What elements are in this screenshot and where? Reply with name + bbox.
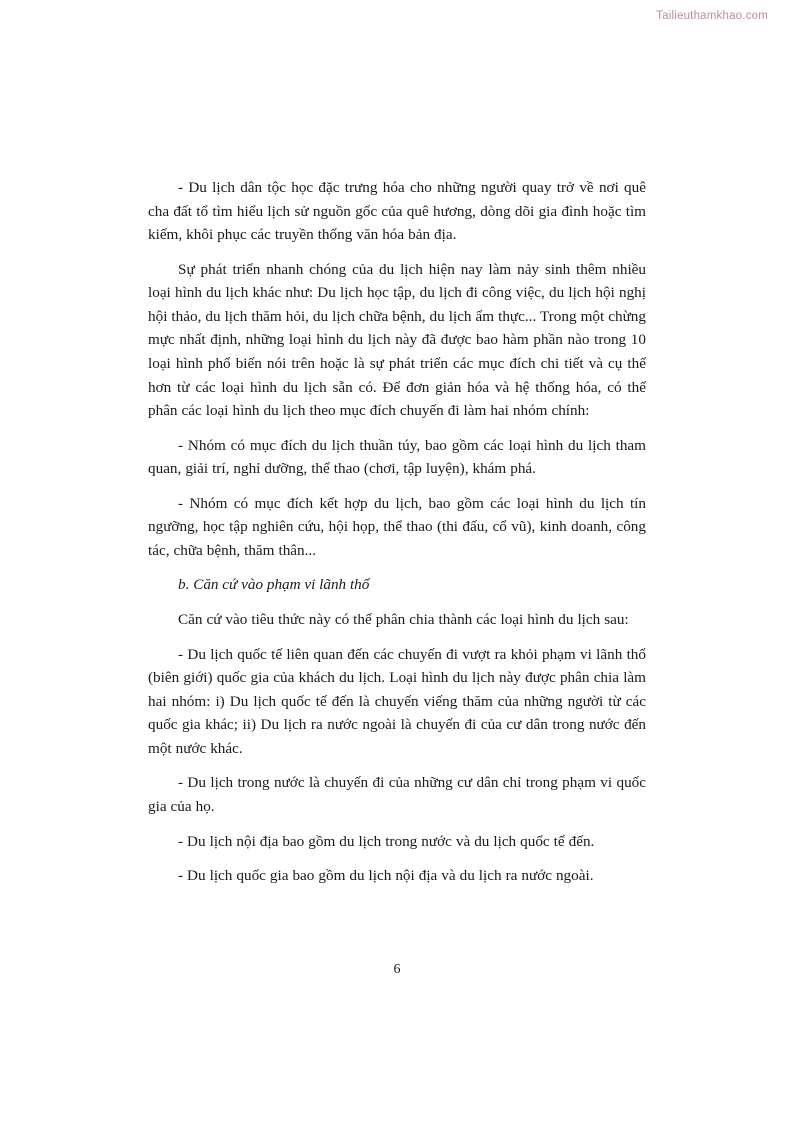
paragraph: - Du lịch nội địa bao gồm du lịch trong nước và du lịch quốc tế đến. xyxy=(178,832,595,850)
paragraph: Sự phát triển nhanh chóng của du lịch hiện nay làm nảy sinh thêm nhiều loại hình du lịch khác như: Du lịch học tập, du lịch đi công việc, du lịch hội nghị hội thảo, du lịch thăm hỏi, du lịch chữa bệnh, du lịch ẩm thực... Trong một chừng mực nhất định, những loại hình du lịch này đã được bao hàm phần nào trong 10 loại hình phổ biến nói trên hoặc là sự phát triển các mục đích chi tiết và cụ thể hơn từ các loại hình du lịch sẵn có. Để đơn giản hóa và hệ thống hóa, có thể phân các loại hình du lịch theo mục đích chuyến đi làm hai nhóm chính: xyxy=(148,260,646,420)
section-heading: b. Căn cứ vào phạm vi lãnh thổ xyxy=(178,576,370,594)
paragraph: - Du lịch dân tộc học đặc trưng hóa cho những người quay trở về nơi quê cha đất tổ tìm hiểu lịch sử nguồn gốc của quê hương, dòng dõi gia đình hoặc tìm kiếm, khôi phục các truyền thống văn hóa bản địa. xyxy=(148,179,646,244)
watermark-text: Tailieuthamkhao.com xyxy=(656,10,768,22)
paragraph: - Du lịch quốc gia bao gồm du lịch nội địa và du lịch ra nước ngoài. xyxy=(178,867,594,885)
paragraph: - Du lịch quốc tế liên quan đến các chuyến đi vượt ra khỏi phạm vi lãnh thổ (biên giới) quốc gia của khách du lịch. Loại hình du lịch này được phân chia làm hai nhóm: i) Du lịch quốc tế đến là chuyến viếng thăm của những người từ các quốc gia khác; ii) Du lịch ra nước ngoài là chuyến đi của cư dân trong nước đến một nước khác. xyxy=(148,645,646,757)
paragraph: - Nhóm có mục đích kết hợp du lịch, bao gồm các loại hình du lịch tín ngưỡng, học tập nghiên cứu, hội họp, thể thao (thi đấu, cổ vũ), kinh doanh, công tác, chữa bệnh, thăm thân... xyxy=(148,494,646,559)
paragraph: - Nhóm có mục đích du lịch thuần túy, bao gồm các loại hình du lịch tham quan, giải trí, nghỉ dưỡng, thể thao (chơi, tập luyện), khám phá. xyxy=(148,436,646,478)
document-body xyxy=(148,176,646,899)
paragraph: - Du lịch trong nước là chuyến đi của những cư dân chỉ trong phạm vi quốc gia của họ. xyxy=(148,774,646,815)
page-number: 6 xyxy=(393,962,401,977)
paragraph: Căn cứ vào tiêu thức này có thể phân chia thành các loại hình du lịch sau: xyxy=(178,611,629,628)
